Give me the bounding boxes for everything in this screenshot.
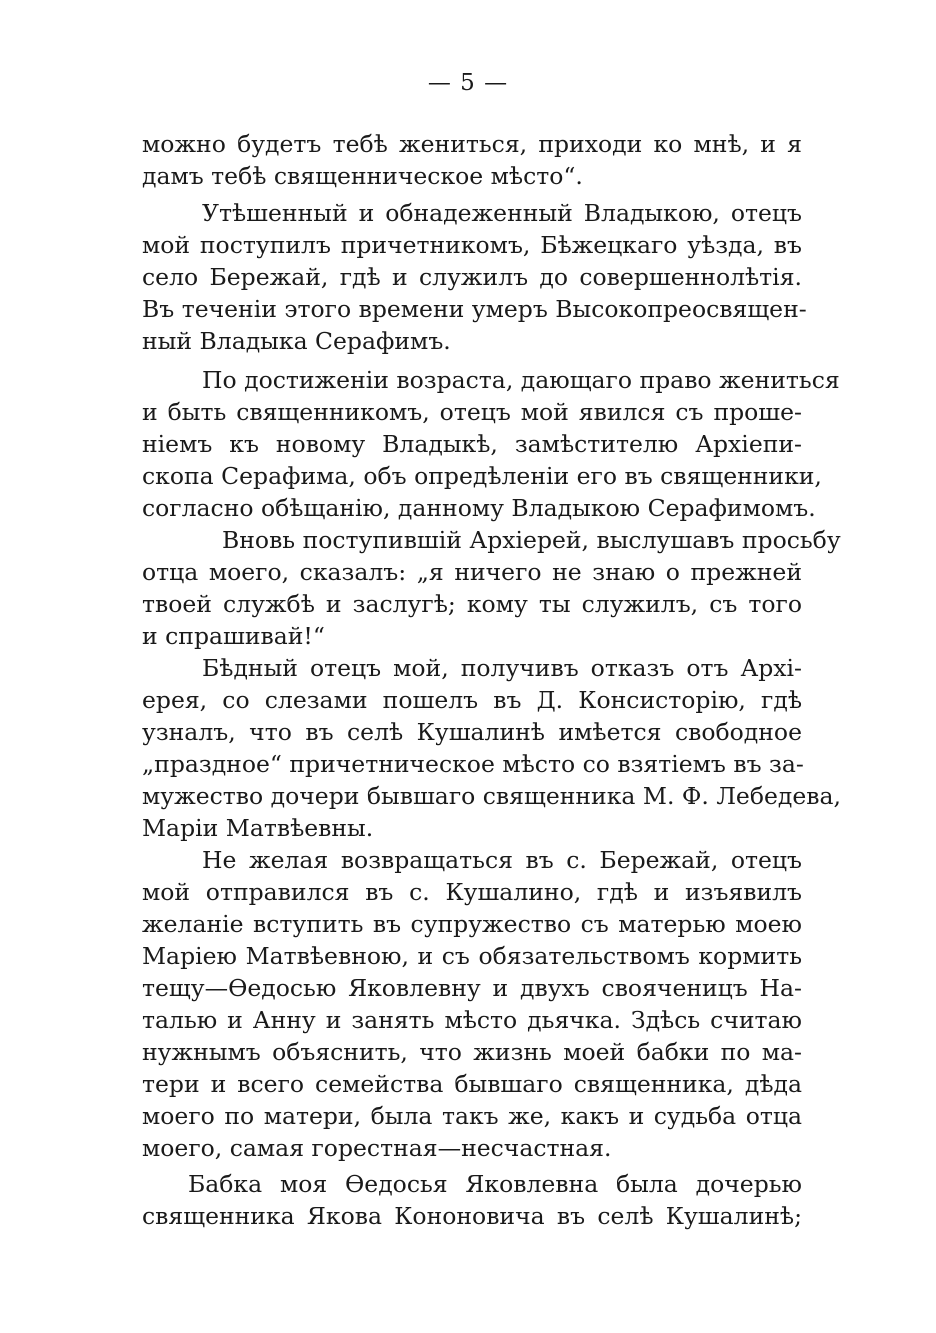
paragraph-5	[142, 652, 841, 844]
text-line: моего по матери, была такъ же, какъ и судьба отца	[142, 1102, 802, 1130]
text-line: согласно обѣщанію, данному Владыкою Серафимомъ.	[142, 494, 816, 522]
text-line: тери и всего семейства бывшаго священника, дѣда	[142, 1070, 802, 1098]
text-line: узналъ, что въ селѣ Кушалинѣ имѣется свободное	[142, 718, 802, 746]
text-line: Бабка моя Ѳедосья Яковлевна была дочерью	[188, 1170, 802, 1198]
paragraph-7	[142, 1168, 802, 1232]
text-line: и быть священникомъ, отецъ мой явился съ проше-	[142, 398, 802, 426]
text-line: Маріи Матвѣевны.	[142, 814, 374, 842]
text-line: скопа Серафима, объ опредѣленіи его въ священники,	[142, 462, 822, 490]
text-line: и спрашивай!“	[142, 622, 325, 650]
text-line: моего, самая горестная—несчастная.	[142, 1134, 612, 1162]
text-line: мужество дочери бывшаго священника М. Ф. Лебедева,	[142, 782, 841, 810]
text-line: село Бережай, гдѣ и служилъ до совершеннолѣтія.	[142, 263, 802, 291]
paragraph-1	[142, 128, 802, 192]
text-line: дамъ тебѣ священническое мѣсто“.	[142, 162, 583, 190]
paragraph-3	[142, 364, 840, 524]
text-line: Маріею Матвѣевною, и съ обязательствомъ кормить	[142, 942, 802, 970]
paragraph-4	[142, 524, 841, 652]
paragraph-2	[142, 197, 807, 357]
text-line: твоей службѣ и заслугѣ; кому ты служилъ, съ того	[142, 590, 802, 618]
text-line: нужнымъ объяснить, что жизнь моей бабки по ма-	[142, 1038, 802, 1066]
text-line: ніемъ къ новому Владыкѣ, замѣстителю Архіепи-	[142, 430, 802, 458]
text-line: ный Владыка Серафимъ.	[142, 327, 451, 355]
text-line: талью и Анну и занять мѣсто дьячка. Здѣсь считаю	[142, 1006, 802, 1034]
paragraph-6	[142, 844, 802, 1164]
text-line: Не желая возвращаться въ с. Бережай, отецъ	[202, 846, 802, 874]
text-line: Вновь поступившій Архіерей, выслушавъ просьбу	[222, 526, 841, 554]
text-line: Утѣшенный и обнадеженный Владыкою, отецъ	[202, 199, 802, 227]
text-line: тещу—Ѳедосью Яковлевну и двухъ свояченицъ На-	[142, 974, 802, 1002]
text-line: отца моего, сказалъ: „я ничего не знаю о прежней	[142, 558, 802, 586]
text-line: „праздное“ причетническое мѣсто со взятіемъ въ за-	[142, 750, 804, 778]
text-line: можно будетъ тебѣ жениться, приходи ко мнѣ, и я	[142, 130, 802, 158]
text-line: мой отправился въ с. Кушалино, гдѣ и изъявилъ	[142, 878, 802, 906]
text-line: священника Якова Кононовича въ селѣ Кушалинѣ;	[142, 1202, 802, 1230]
text-line: Бѣдный отецъ мой, получивъ отказъ отъ Архі-	[202, 654, 802, 682]
text-line: Въ теченіи этого времени умеръ Высокопреосвящен-	[142, 295, 807, 323]
text-line: мой поступилъ причетникомъ, Бѣжецкаго уѣзда, въ	[142, 231, 802, 259]
text-line: По достиженіи возраста, дающаго право жениться	[202, 366, 840, 394]
text-line: желаніе вступить въ супружество съ матерью моею	[142, 910, 802, 938]
page-number: — 5 —	[427, 70, 509, 96]
text-line: ерея, со слезами пошелъ въ Д. Консисторію, гдѣ	[142, 686, 802, 714]
